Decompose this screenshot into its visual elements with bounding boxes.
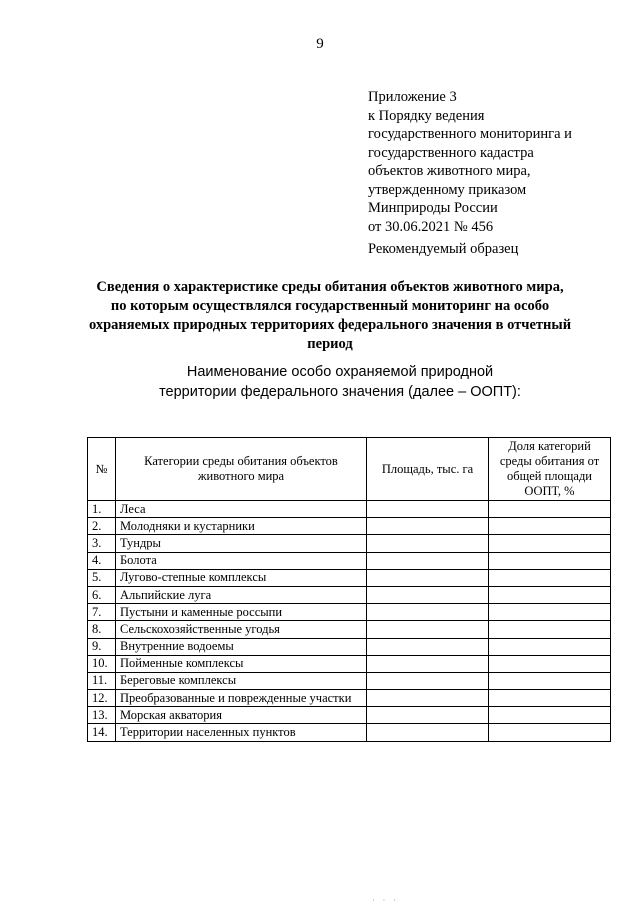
- appendix-line: от 30.06.2021 № 456: [368, 218, 494, 235]
- area-cell: [367, 672, 489, 689]
- header-share: Доля категорий среды обитания от общей площади ООПТ, %: [489, 438, 611, 501]
- row-number-cell: 4.: [88, 552, 116, 569]
- document-title: [60, 278, 600, 354]
- appendix-line: объектов животного мира,: [368, 163, 531, 179]
- category-cell: Пустыни и каменные россыпи: [116, 604, 367, 621]
- area-cell: [367, 604, 489, 621]
- table-row: [88, 569, 611, 586]
- area-cell: [367, 552, 489, 569]
- share-cell: [489, 690, 611, 707]
- table-body: [88, 501, 611, 742]
- appendix-line: государственного мониторинга и: [368, 126, 572, 142]
- category-cell: Сельскохозяйственные угодья: [116, 621, 367, 638]
- habitat-table: [87, 437, 611, 742]
- share-cell: [489, 569, 611, 586]
- row-number-cell: 3.: [88, 535, 116, 552]
- table-row: [88, 586, 611, 603]
- area-cell: [367, 690, 489, 707]
- area-cell: [367, 586, 489, 603]
- category-cell: Леса: [116, 501, 367, 518]
- category-cell: Внутренние водоемы: [116, 638, 367, 655]
- category-cell: Болота: [116, 552, 367, 569]
- row-number-cell: 14.: [88, 724, 116, 741]
- area-cell: [367, 518, 489, 535]
- share-cell: [489, 501, 611, 518]
- table-row: [88, 707, 611, 724]
- row-number-cell: 7.: [88, 604, 116, 621]
- share-cell: [489, 518, 611, 535]
- appendix-line: утвержденному приказом: [368, 181, 527, 198]
- share-cell: [489, 586, 611, 603]
- appendix-line: государственного кадастра: [368, 144, 534, 161]
- table-row: [88, 690, 611, 707]
- category-cell: Морская акватория: [116, 707, 367, 724]
- area-cell: [367, 655, 489, 672]
- category-cell: Тундры: [116, 535, 367, 552]
- sample-label: Рекомендуемый образец: [368, 241, 519, 257]
- area-cell: [367, 621, 489, 638]
- title-line: охраняемых природных территориях федерального значения в отчетный: [88, 317, 572, 333]
- share-cell: [489, 535, 611, 552]
- table-row: [88, 535, 611, 552]
- area-cell: [367, 707, 489, 724]
- appendix-line: к Порядку ведения: [368, 107, 485, 124]
- appendix-line: Минприроды России: [368, 200, 498, 216]
- category-cell: Преобразованные и поврежденные участки: [116, 690, 367, 707]
- row-number-cell: 1.: [88, 501, 116, 518]
- share-cell: [489, 655, 611, 672]
- share-cell: [489, 707, 611, 724]
- title-line: период: [307, 336, 353, 352]
- row-number-cell: 2.: [88, 518, 116, 535]
- share-cell: [489, 621, 611, 638]
- share-cell: [489, 552, 611, 569]
- category-cell: Пойменные комплексы: [116, 655, 367, 672]
- subtitle-line: территории федерального значения (далее – ООПТ):: [159, 384, 521, 400]
- header-num: №: [88, 438, 116, 501]
- appendix-line: Приложение 3: [368, 89, 457, 105]
- table-row: [88, 552, 611, 569]
- category-cell: Молодняки и кустарники: [116, 518, 367, 535]
- scan-artifact: · · ·: [372, 896, 399, 905]
- category-cell: Береговые комплексы: [116, 672, 367, 689]
- row-number-cell: 10.: [88, 655, 116, 672]
- table-row: [88, 672, 611, 689]
- row-number-cell: 12.: [88, 690, 116, 707]
- row-number-cell: 13.: [88, 707, 116, 724]
- header-category: Категории среды обитания объектов животного мира: [116, 438, 367, 501]
- table-row: [88, 518, 611, 535]
- table-row: [88, 621, 611, 638]
- share-cell: [489, 672, 611, 689]
- title-line: Сведения о характеристике среды обитания объектов животного мира,: [96, 279, 564, 295]
- category-cell: Лугово-степные комплексы: [116, 569, 367, 586]
- area-cell: [367, 569, 489, 586]
- area-cell: [367, 501, 489, 518]
- subtitle-line: Наименование особо охраняемой природной: [186, 364, 494, 380]
- table-row: [88, 604, 611, 621]
- table-row: [88, 724, 611, 741]
- row-number-cell: 6.: [88, 586, 116, 603]
- table-row: [88, 638, 611, 655]
- table-header-row: [88, 438, 611, 501]
- title-line: по которым осуществлялся государственный мониторинг на особо: [110, 298, 550, 314]
- area-cell: [367, 724, 489, 741]
- table-row: [88, 655, 611, 672]
- share-cell: [489, 604, 611, 621]
- row-number-cell: 5.: [88, 569, 116, 586]
- territory-name-prompt: [110, 362, 570, 402]
- page-number: 9: [316, 36, 324, 52]
- share-cell: [489, 724, 611, 741]
- table-row: [88, 501, 611, 518]
- appendix-block: [368, 88, 628, 236]
- share-cell: [489, 638, 611, 655]
- header-area: Площадь, тыс. га: [367, 438, 489, 501]
- area-cell: [367, 535, 489, 552]
- area-cell: [367, 638, 489, 655]
- row-number-cell: 11.: [88, 672, 116, 689]
- row-number-cell: 9.: [88, 638, 116, 655]
- row-number-cell: 8.: [88, 621, 116, 638]
- category-cell: Альпийские луга: [116, 586, 367, 603]
- category-cell: Территории населенных пунктов: [116, 724, 367, 741]
